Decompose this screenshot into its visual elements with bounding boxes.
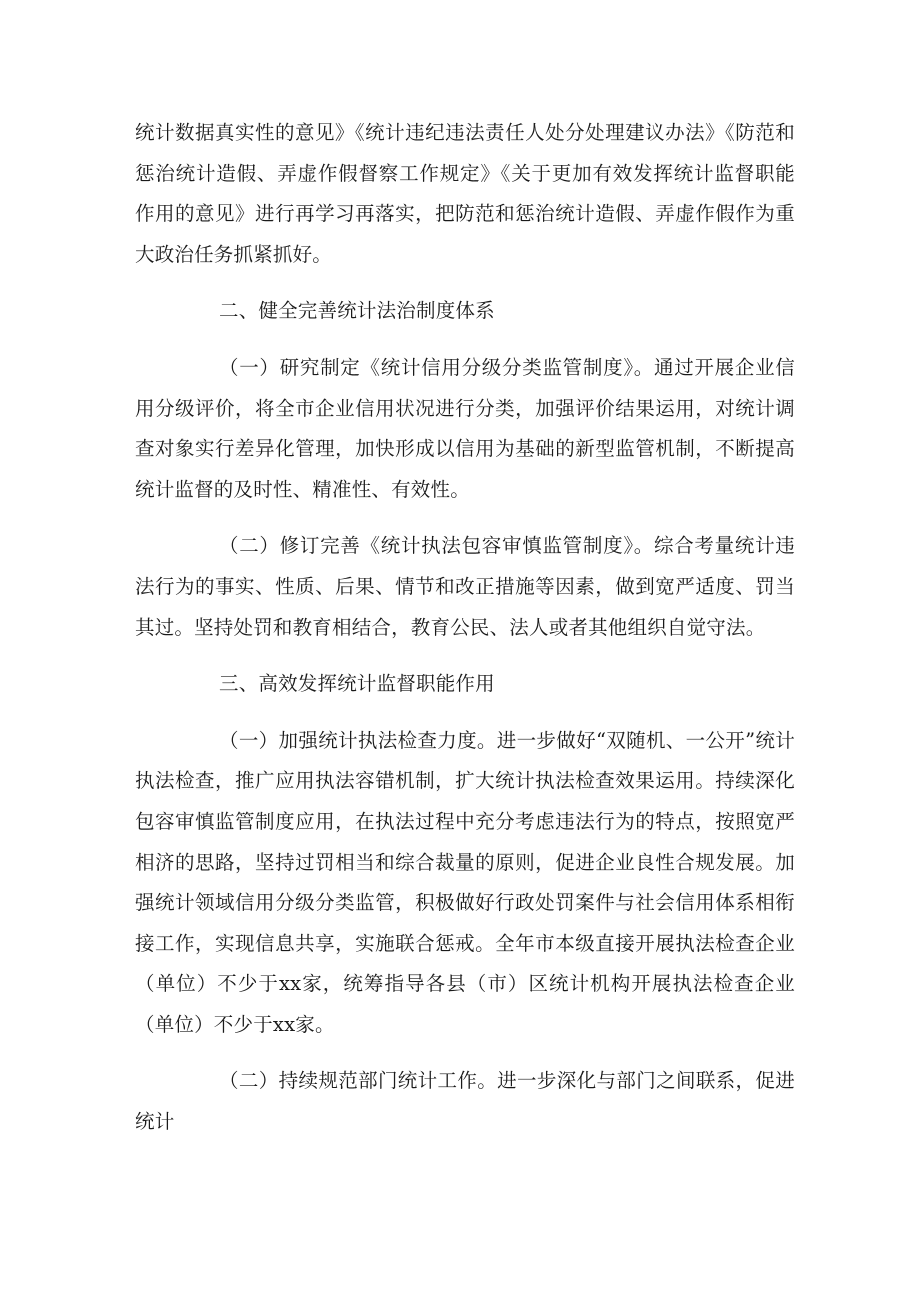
paragraph-2-1: （一）研究制定《统计信用分级分类监管制度》。通过开展企业信用分级评价，将全市企业信用状况进行分类，加强评价结果运用，对统计调查对象实行差异化管理，加快形成以信用为基础的新型监管机制，不断提高统计监督的及时性、精准性、有效性。	[135, 355, 795, 501]
paragraph-3-2: （二）持续规范部门统计工作。进一步深化与部门之间联系，促进统计	[135, 1069, 795, 1134]
section-heading-2: 二、健全完善统计法治制度体系	[219, 299, 495, 323]
paragraph-3-1: （一）加强统计执法检查力度。进一步做好“双随机、一公开”统计执法检查，推广应用执法容错机制，扩大统计执法检查效果运用。持续深化包容审慎监管制度应用，在执法过程中充分考虑违法行为的特点，按照宽严相济的思路，坚持过罚相当和综合裁量的原则，促进企业良性合规发展。加强统计领域信用分级分类监管，积极做好行政处罚案件与社会信用体系相衔接工作，实现信息共享，实施联合惩戒。全年市本级直接开展执法检查企业（单位）不少于xx家，统筹指导各县（市）区统计机构开展执法检查企业（单位）不少于xx家。	[135, 728, 795, 1036]
paragraph-2-2: （二）修订完善《统计执法包容审慎监管制度》。综合考量统计违法行为的事实、性质、后果、情节和改正措施等因素，做到宽严适度、罚当其过。坚持处罚和教育相结合，教育公民、法人或者其他组织自觉守法。	[135, 534, 795, 639]
paragraph-intro-continuation: 统计数据真实性的意见》《统计违纪违法责任人处分处理建议办法》《防范和惩治统计造假、弄虚作假督察工作规定》《关于更加有效发挥统计监督职能作用的意见》进行再学习再落实，把防范和惩治统计造假、弄虚作假作为重大政治任务抓紧抓好。	[135, 121, 795, 266]
section-heading-3: 三、高效发挥统计监督职能作用	[219, 672, 495, 696]
document-body	[135, 113, 795, 1143]
